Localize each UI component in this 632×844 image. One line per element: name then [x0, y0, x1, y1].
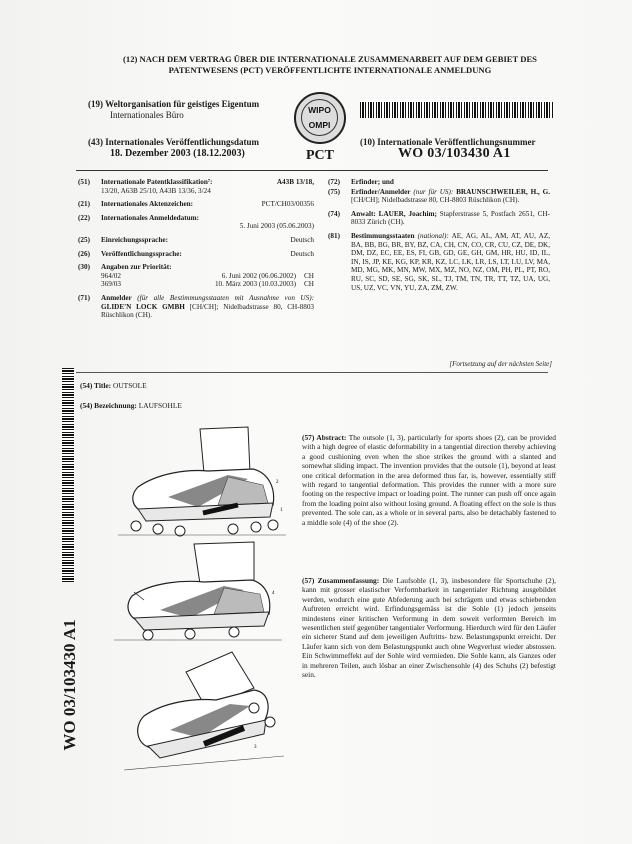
barcode: [360, 102, 554, 118]
abstract-english: (57) Abstract: The outsole (1, 3), particularly for sports shoes (2), can be provided with a high degree of elastic deformability in a tangential direction thereby achieving a good cushioning even when the shoe strikes the ground with a slanted and somewhat sliding impact. The invention provides that the outsole (1), beyond at least one critical deformation in the area deformed thus far, is, however, essentially stiff with regard to tangential deformation. This provides the runner with a more sure footing on the respective impact or loading point. The runner can push off once again from the loading point also without losing ground. A floating effect on the sole is thus prevented. The sole can, as a whole or in several parts, also be detachably fastened to a middle sole (4) of the shoe (2).: [302, 433, 557, 527]
priority-row: 964/02 6. Juni 2002 (06.06.2002) CH: [101, 271, 314, 280]
wipo-seal-logo: WIPO OMPI: [294, 92, 346, 144]
divider: [76, 372, 548, 373]
figure-label: 1: [280, 508, 283, 513]
field-26: (26) Veröffentlichungssprache: Deutsch: [78, 249, 314, 258]
pct-label: PCT: [306, 148, 334, 163]
field-75: (75) Erfinder/Anmelder (nur für US): BRAUNSCHWEILER, H., G. [CH/CH]; Nidelbadstrasse 80, CH-8803 Rüschlikon (CH).: [328, 187, 551, 205]
title-block: (54) Title: OUTSOLE (54) Bezeichnung: LAUFSOHLE: [80, 381, 182, 410]
field-51: (51) Internationale Patentklassifikation⁷: A43B 13/18, 13/20, A63B 25/10, A43B 13/36, 3/24: [78, 178, 314, 195]
figure-label: 2: [276, 480, 279, 485]
field-81: (81) Bestimmungsstaaten (national): AE, AG, AL, AM, AT, AU, AZ, BA, BB, BG, BR, BY, BZ, CA, CH, CN, CO, CR, CU, CZ, DE, DK, DM, DZ, EC, EE, ES, FI, GB, GD, GE, GH, GM, HR, HU, ID, IL, IN, IS, JP, KE, KG, KP, KR, KZ, LC, LK, LR, LS, LT, LU, LV, MA, MD, MG, MK, MN, MW, MX, MZ, NO, NZ, OM, PH, PL, PT, RO, RU, SC, SD, SE, SG, SK, SL, TJ, TM, TN, TR, TT, TZ, UA, UG, US, UZ, VC, VN, YU, ZA, ZM, ZW.: [328, 231, 551, 292]
field-30: (30) Angaben zur Priorität: 964/02 6. Juni 2002 (06.06.2002) CH 369/03 10. März 2003 (10.03.2003) CH: [78, 263, 314, 289]
bibliographic-right-column: [328, 178, 550, 297]
publication-number: (10) Internationale Veröffentlichungsnummer WO 03/103430 A1: [360, 137, 536, 161]
publication-date: (43) Internationales Veröffentlichungsdatum 18. Dezember 2003 (18.12.2003): [88, 137, 260, 159]
priority-row: 369/03 10. März 2003 (10.03.2003) CH: [101, 280, 314, 289]
field-71: (71) Anmelder (für alle Bestimmungsstaaten mit Ausnahme von US): GLIDE'N LOCK GMBH [CH/CH]; Nidelbadstrasse 80, CH-8803 Rüschlikon (CH).: [78, 293, 315, 320]
figure-shoe-1: [108, 425, 298, 540]
side-publication-number: WO 03/103430 A1: [60, 619, 79, 751]
abstract-german: (57) Zusammenfassung: Die Laufsohle (1, 3), insbesondere für Sportschuhe (2), kann mit grosser elastischer Verformbarkeit in tangentialer Richtung ausgebildet werden, wodurch eine gute Abfederung auch bei schrägem und etwas schiebenden Auftreten erreicht wird. Erfindungsgemäss ist die Sohle (1) jedoch jenseits mindestens einer kritischen Verformung in dem soweit verformten Bereich im wesentlichen steif gegenüber tangentialer Verformung. Hierdurch wird für den Läufer ein sicherer Stand auf dem jeweiligen Auftritts- bzw. Belastungspunkt erreicht. Der Läufer kann sich von dem Belastungspunkt auch ohne Wegverlust wieder abstossen. Ein Schwimmeffekt auf der Sohle wird vermieden. Die Sohle kann, als Ganzes oder in mehreren Teilen, auch lösbar an einer Zwischensohle (4) des Schuhs (2) befestigt sein.: [302, 576, 556, 680]
figure-label: 3: [254, 745, 257, 750]
continued-note: [Fortsetzung auf der nächsten Seite]: [449, 360, 552, 368]
figure-shoe-3: [104, 648, 294, 778]
field-22: (22) Internationales Anmeldedatum: 5. Juni 2003 (05.06.2003): [78, 213, 314, 231]
organization: (19) Weltorganisation für geistiges Eigentum Internationales Büro: [88, 99, 260, 120]
divider: [76, 170, 548, 171]
field-21: (21) Internationales Aktenzeichen: PCT/CH03/00356: [78, 200, 314, 209]
figure-shoe-2: [104, 540, 294, 645]
field-25: (25) Einreichungssprache: Deutsch: [78, 235, 314, 244]
document-header: (12) NACH DEM VERTRAG ÜBER DIE INTERNATIONALE ZUSAMMENARBEIT AUF DEM GEBIET DES PATENTWESENS (PCT) VERÖFFENTLICHTE INTERNATIONALE ANMELDUNG: [123, 54, 537, 75]
side-barcode: [62, 368, 74, 582]
bibliographic-left-column: [78, 178, 314, 325]
field-74: (74) Anwalt: LAUER, Joachim; Stapferstrasse 5, Postfach 2651, CH-8033 Zürich (CH).: [328, 209, 550, 227]
figure-label: 4: [272, 591, 275, 596]
field-72: (72) Erfinder; und: [328, 178, 394, 186]
